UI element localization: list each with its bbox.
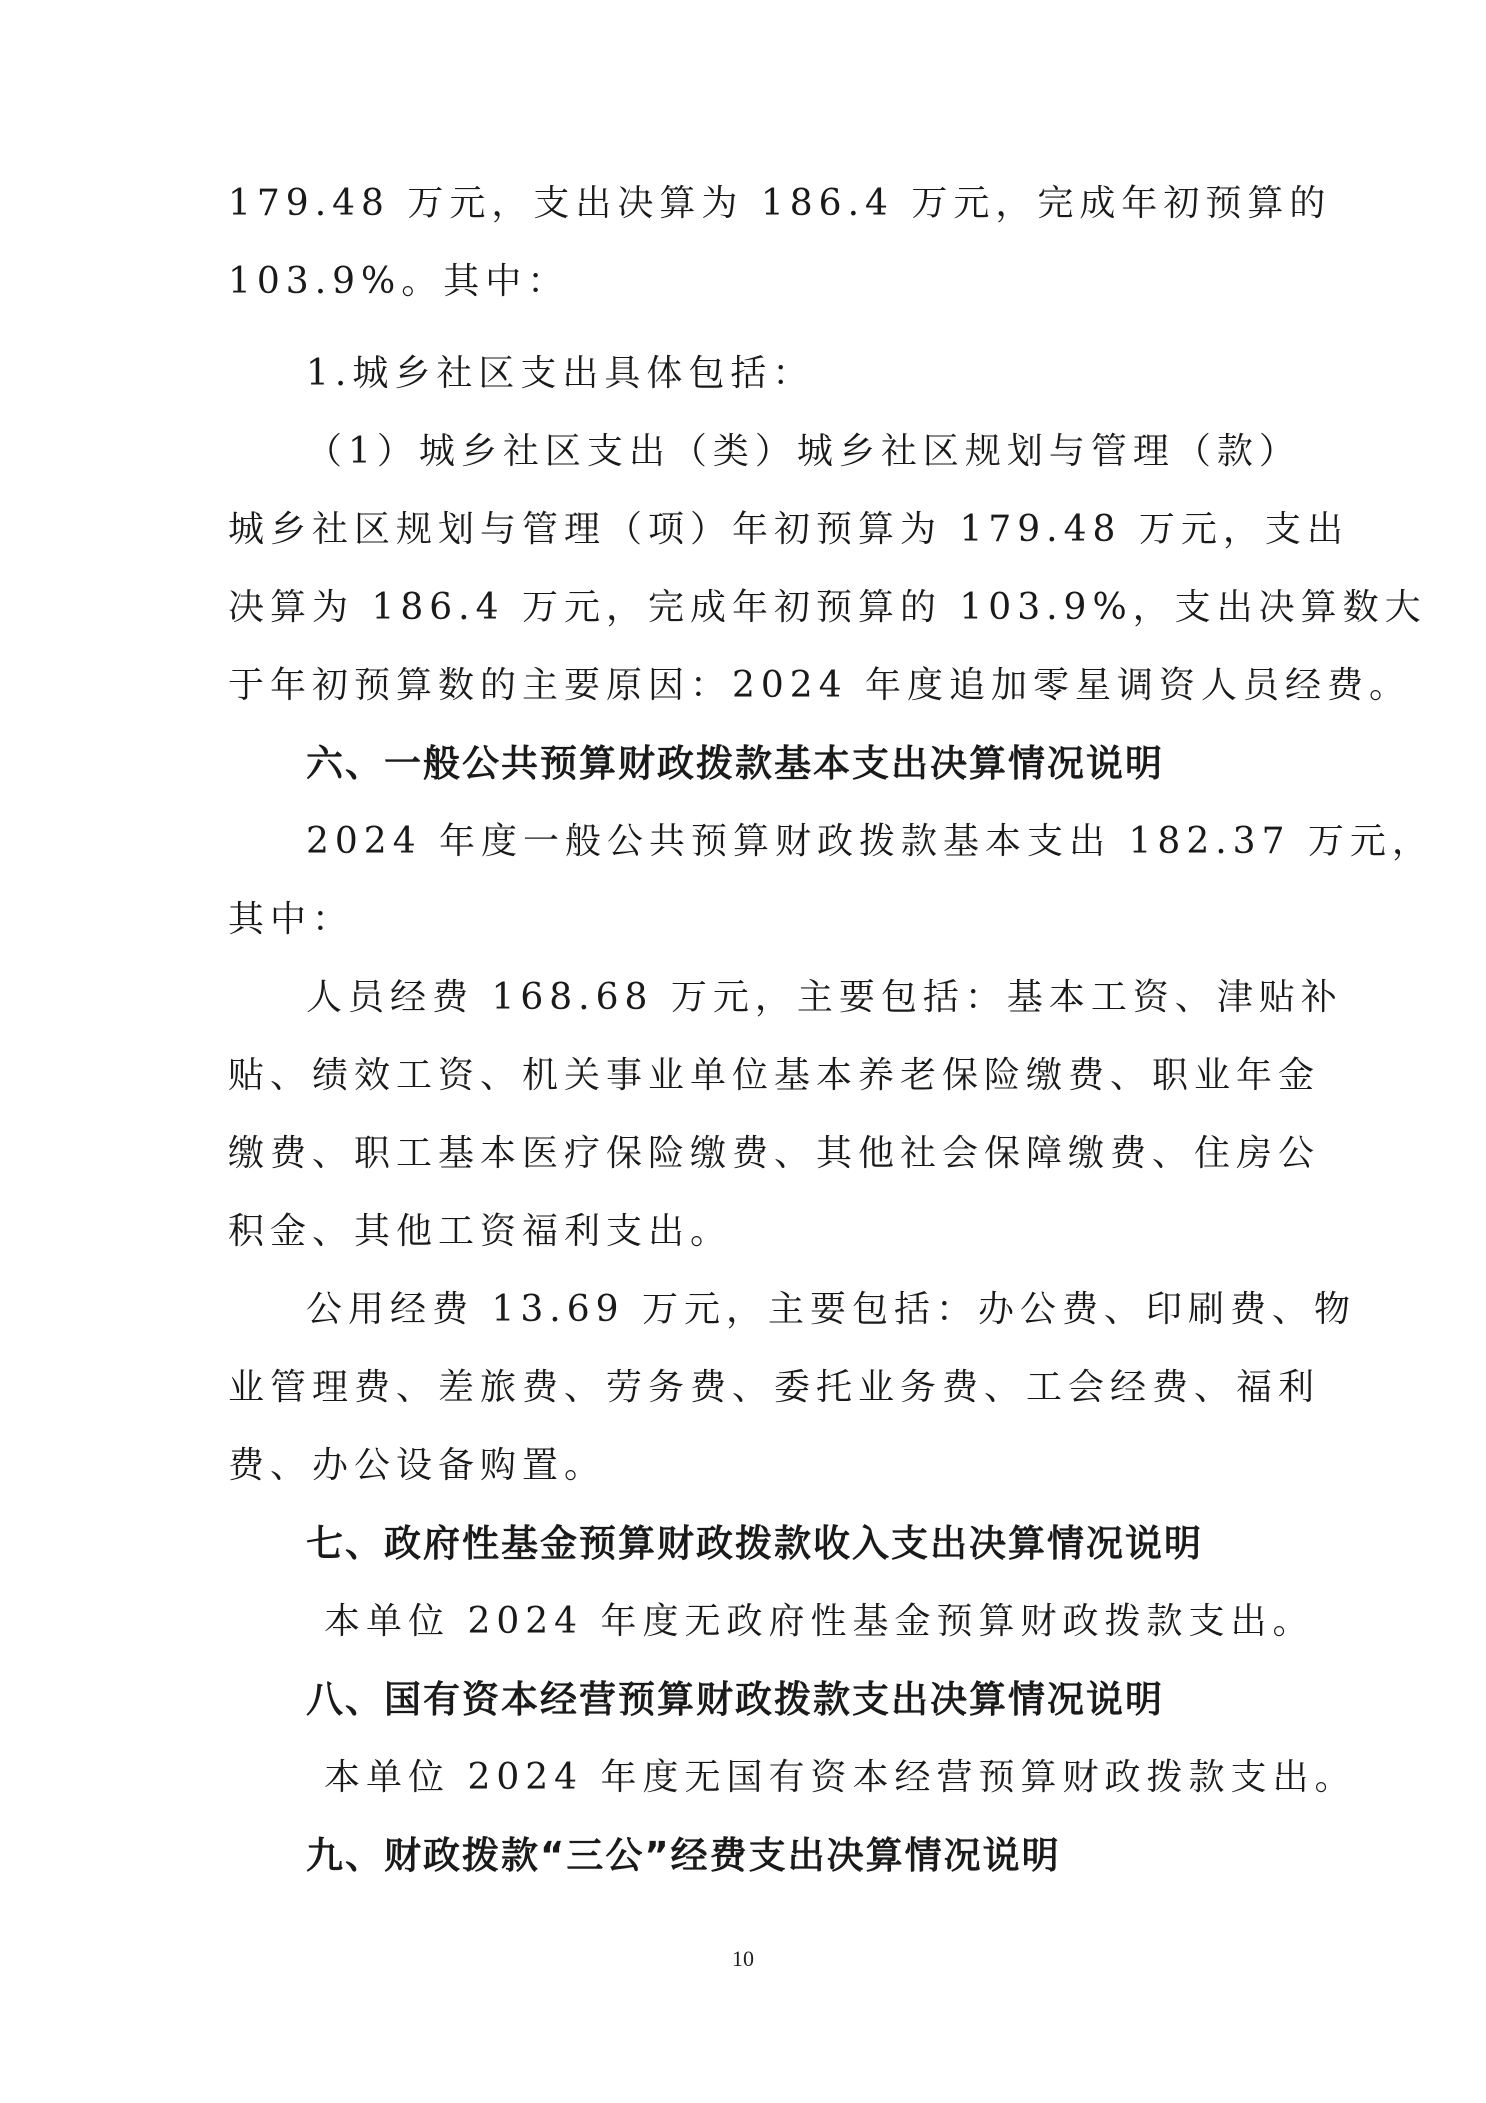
- body-text-line: 公用经费 13.69 万元，主要包括：办公费、印刷费、物: [306, 1289, 1356, 1330]
- section-heading-9: 九、财政拨款“三公”经费支出决算情况说明: [306, 1834, 1061, 1877]
- body-text-line: 本单位 2024 年度无国有资本经营预算财政拨款支出。: [324, 1757, 1357, 1798]
- body-text-line: 城乡社区规划与管理（项）年初预算为 179.48 万元，支出: [228, 509, 1349, 550]
- section-heading-6: 六、一般公共预算财政拨款基本支出决算情况说明: [306, 742, 1164, 785]
- body-text-line: 决算为 186.4 万元，完成年初预算的 103.9%，支出决算数大: [228, 587, 1427, 628]
- page-number: 10: [732, 1946, 754, 1971]
- section-heading-7: 七、政府性基金预算财政拨款收入支出决算情况说明: [306, 1522, 1203, 1565]
- body-text-line: 本单位 2024 年度无政府性基金预算财政拨款支出。: [324, 1601, 1315, 1642]
- body-text-line: 103.9%。其中：: [228, 261, 570, 302]
- body-text-line: 其中：: [228, 899, 355, 940]
- body-text-line: 积金、其他工资福利支出。: [228, 1211, 733, 1252]
- body-text-line: 2024 年度一般公共预算财政拨款基本支出 182.37 万元，: [306, 821, 1434, 862]
- body-text-line: 人员经费 168.68 万元，主要包括：基本工资、津贴补: [306, 977, 1343, 1018]
- body-text-line: 贴、绩效工资、机关事业单位基本养老保险缴费、职业年金: [228, 1055, 1321, 1096]
- section-heading-8: 八、国有资本经营预算财政拨款支出决算情况说明: [306, 1678, 1164, 1721]
- body-text-line: （1）城乡社区支出（类）城乡社区规划与管理（款）: [306, 431, 1301, 472]
- list-item-heading: 1.城乡社区支出具体包括：: [306, 353, 815, 394]
- body-text-line: 缴费、职工基本医疗保险缴费、其他社会保障缴费、住房公: [228, 1133, 1321, 1174]
- body-text-line: 业管理费、差旅费、劳务费、委托业务费、工会经费、福利: [228, 1367, 1321, 1408]
- body-text-line: 179.48 万元，支出决算为 186.4 万元，完成年初预算的: [228, 183, 1332, 224]
- body-text-line: 费、办公设备购置。: [228, 1445, 607, 1486]
- body-text-line: 于年初预算数的主要原因：2024 年度追加零星调资人员经费。: [228, 665, 1412, 706]
